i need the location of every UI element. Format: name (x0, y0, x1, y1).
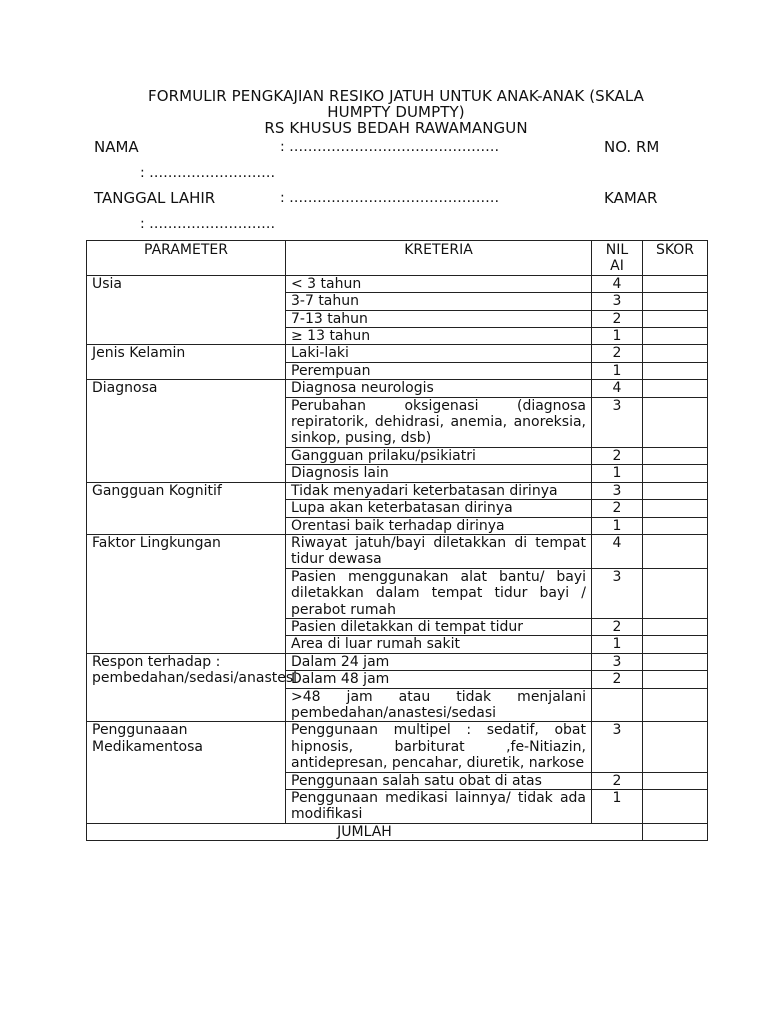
skor-cell[interactable] (643, 362, 708, 379)
nilai-cell: 3 (592, 653, 643, 670)
nilai-cell: 2 (592, 618, 643, 635)
kriteria-cell: Diagnosis lain (286, 465, 592, 482)
nilai-cell: 3 (592, 482, 643, 499)
table-row (87, 345, 708, 362)
kriteria-cell: Diagnosa neurologis (286, 380, 592, 397)
parameter-cell: Gangguan Kognitif (87, 482, 286, 534)
title-line-2: HUMPTY DUMPTY) (327, 103, 465, 121)
skor-cell[interactable] (643, 380, 708, 397)
table-body (87, 275, 708, 823)
nilai-cell: 1 (592, 636, 643, 653)
kriteria-cell: >48 jam atau tidak menjalani pembedahan/anastesi/sedasi (286, 688, 592, 722)
skor-cell[interactable] (643, 618, 708, 635)
form-title (86, 88, 706, 136)
no-rm-field[interactable]: : ……………………… (140, 165, 276, 181)
kriteria-cell: Pasien menggunakan alat bantu/ bayi diletakkan dalam tempat tidur bayi / perabot rumah (286, 568, 592, 618)
no-rm-label: NO. RM (604, 138, 660, 156)
kriteria-cell: Orentasi baik terhadap dirinya (286, 517, 592, 534)
nama-label: NAMA (94, 138, 139, 156)
risk-assessment-table (86, 240, 708, 841)
tanggal-lahir-field[interactable]: : ……………………………………… (280, 190, 500, 206)
nilai-cell: 2 (592, 772, 643, 789)
kamar-label: KAMAR (604, 189, 658, 207)
header-kriteria: KRETERIA (286, 241, 592, 276)
nilai-cell: 4 (592, 275, 643, 292)
nilai-cell: 3 (592, 722, 643, 772)
nilai-cell: 1 (592, 517, 643, 534)
kriteria-cell: Penggunaan medikasi lainnya/ tidak ada modifikasi (286, 790, 592, 824)
skor-cell[interactable] (643, 447, 708, 464)
nilai-cell (592, 688, 643, 722)
kriteria-cell: Penggunaan multipel : sedatif, obat hipnosis, barbiturat ,fe-Nitiazin, antidepresan, pencahar, diuretik, narkose (286, 722, 592, 772)
kriteria-cell: ≥ 13 tahun (286, 328, 592, 345)
skor-cell[interactable] (643, 310, 708, 327)
total-skor-cell[interactable] (643, 823, 708, 840)
table-row (87, 482, 708, 499)
skor-cell[interactable] (643, 772, 708, 789)
kriteria-cell: < 3 tahun (286, 275, 592, 292)
parameter-cell: Penggunaaan Medikamentosa (87, 722, 286, 823)
kriteria-cell: Pasien diletakkan di tempat tidur (286, 618, 592, 635)
nilai-cell: 4 (592, 534, 643, 568)
nilai-cell: 2 (592, 345, 643, 362)
nilai-cell: 3 (592, 293, 643, 310)
nilai-cell: 1 (592, 328, 643, 345)
skor-cell[interactable] (643, 345, 708, 362)
total-label: JUMLAH (87, 823, 643, 840)
parameter-cell: Respon terhadap : pembedahan/sedasi/anastesi (87, 653, 286, 722)
parameter-cell: Diagnosa (87, 380, 286, 482)
nilai-cell: 2 (592, 310, 643, 327)
table-row (87, 653, 708, 670)
kriteria-cell: 7-13 tahun (286, 310, 592, 327)
kriteria-cell: Perempuan (286, 362, 592, 379)
skor-cell[interactable] (643, 688, 708, 722)
kriteria-cell: 3-7 tahun (286, 293, 592, 310)
parameter-cell: Usia (87, 275, 286, 345)
skor-cell[interactable] (643, 790, 708, 824)
nilai-cell: 2 (592, 447, 643, 464)
kriteria-cell: Penggunaan salah satu obat di atas (286, 772, 592, 789)
table-row (87, 275, 708, 292)
kriteria-cell: Lupa akan keterbatasan dirinya (286, 500, 592, 517)
skor-cell[interactable] (643, 653, 708, 670)
skor-cell[interactable] (643, 722, 708, 772)
skor-cell[interactable] (643, 500, 708, 517)
table-row (87, 380, 708, 397)
nilai-cell: 3 (592, 397, 643, 447)
skor-cell[interactable] (643, 568, 708, 618)
parameter-cell: Faktor Lingkungan (87, 534, 286, 653)
kamar-field[interactable]: : ……………………… (140, 216, 276, 232)
total-row (87, 823, 708, 840)
kriteria-cell: Tidak menyadari keterbatasan dirinya (286, 482, 592, 499)
header-nilai-line-1: NIL (605, 242, 629, 258)
title-line-3: RS KHUSUS BEDAH RAWAMANGUN (264, 119, 528, 137)
kriteria-cell: Gangguan prilaku/psikiatri (286, 447, 592, 464)
header-nilai-line-2: AI (610, 258, 624, 275)
skor-cell[interactable] (643, 671, 708, 688)
nilai-cell: 2 (592, 500, 643, 517)
header-parameter: PARAMETER (87, 241, 286, 276)
skor-cell[interactable] (643, 275, 708, 292)
nilai-cell: 1 (592, 465, 643, 482)
kriteria-cell: Perubahan oksigenasi (diagnosa repiratorik, dehidrasi, anemia, anoreksia, sinkop, pusing, dsb) (286, 397, 592, 447)
table-header-row (87, 241, 708, 276)
tanggal-lahir-label: TANGGAL LAHIR (94, 189, 216, 207)
nilai-cell: 4 (592, 380, 643, 397)
table-row (87, 534, 708, 568)
kriteria-cell: Dalam 48 jam (286, 671, 592, 688)
parameter-cell: Jenis Kelamin (87, 345, 286, 380)
skor-cell[interactable] (643, 534, 708, 568)
nilai-cell: 3 (592, 568, 643, 618)
kriteria-cell: Dalam 24 jam (286, 653, 592, 670)
kriteria-cell: Area di luar rumah sakit (286, 636, 592, 653)
header-nilai (592, 241, 643, 276)
skor-cell[interactable] (643, 517, 708, 534)
kriteria-cell: Riwayat jatuh/bayi diletakkan di tempat tidur dewasa (286, 534, 592, 568)
skor-cell[interactable] (643, 397, 708, 447)
skor-cell[interactable] (643, 465, 708, 482)
nama-field[interactable]: : ……………………………………… (280, 139, 500, 155)
table-row (87, 722, 708, 772)
header-skor: SKOR (643, 241, 708, 276)
skor-cell[interactable] (643, 328, 708, 345)
skor-cell[interactable] (643, 636, 708, 653)
nilai-cell: 1 (592, 362, 643, 379)
nilai-cell: 1 (592, 790, 643, 824)
kriteria-cell: Laki-laki (286, 345, 592, 362)
nilai-cell: 2 (592, 671, 643, 688)
skor-cell[interactable] (643, 293, 708, 310)
skor-cell[interactable] (643, 482, 708, 499)
title-line-1: FORMULIR PENGKAJIAN RESIKO JATUH UNTUK ANAK-ANAK (SKALA (148, 87, 644, 105)
